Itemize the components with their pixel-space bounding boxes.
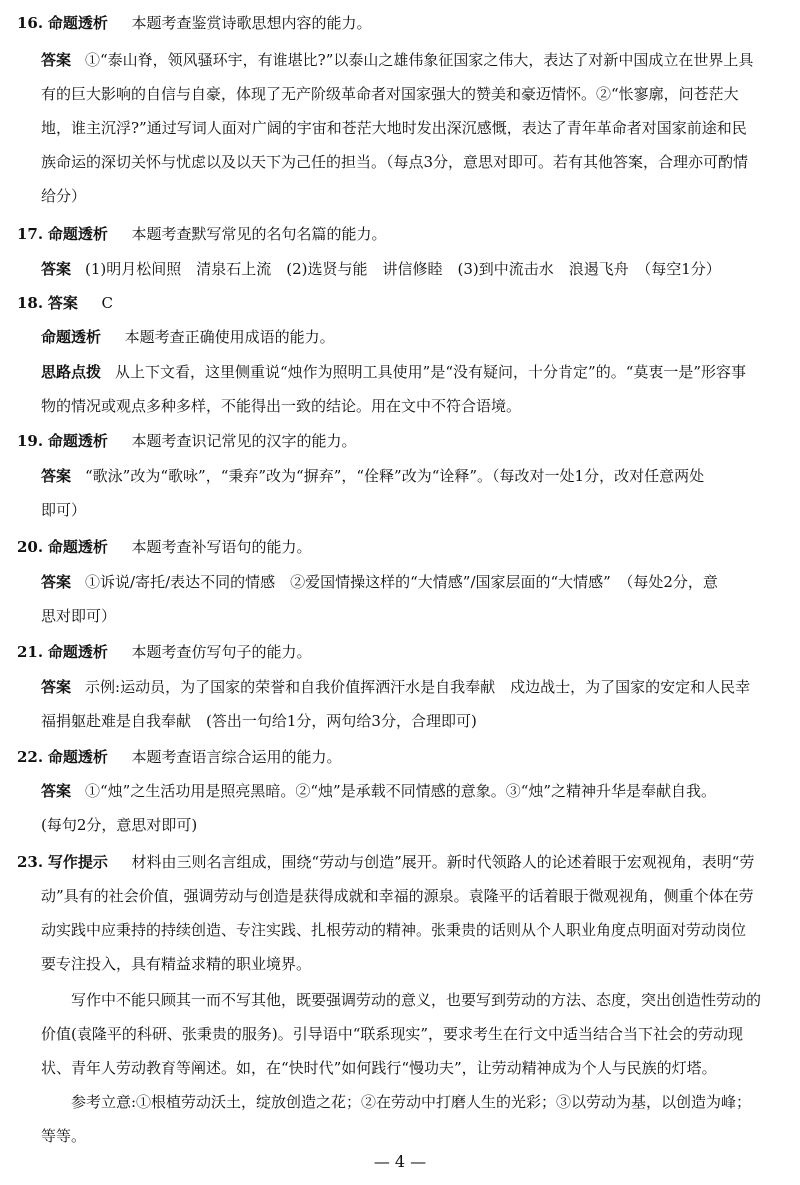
q18-analysis [41,327,800,347]
question-number: 23. [17,853,44,871]
writing-line: 写作中不能只顾其一而不写其他，既要强调劳动的意义，也要写到劳动的方法、态度，突出创造性劳动的 [71,991,762,1009]
section-description: 本题考查正确使用成语的能力。 [124,328,335,346]
answer-line [41,50,800,70]
answer-line: 有的巨大影响的自信与自豪，体现了无产阶级革命者对国家强大的赞美和豪迈情怀。②“怅寥廓，问苍茫大 [41,85,739,103]
question-number: 21. [17,643,44,661]
answer-line: (每句2分，意思对即可) [41,816,198,834]
answer-line [41,259,800,279]
section-label: 命题透析 [47,14,108,32]
answer-line [41,781,800,801]
q18-answer [17,293,800,313]
hint-text: 从上下文看，这里侧重说“烛作为照明工具使用”是“没有疑问，十分肯定”的。“莫衷一是”形容事 [115,363,747,381]
q22-header [17,747,800,767]
answer-line: 地，谁主沉浮?”通过写词人面对广阔的宇宙和苍茫大地时发出深沉感慨，表达了青年革命者对国家前途和民 [41,119,747,137]
answer-text: C [101,294,113,312]
q19-header [17,431,800,451]
answer-line: 给分） [41,187,87,205]
writing-line: 状、青年人劳动教育等阐述。如，在“快时代”如何践行“慢功夫”，让劳动精神成为个人与民族的灯塔。 [41,1059,717,1077]
section-description: 本题考查默写常见的名句名篇的能力。 [131,225,387,243]
hint-label: 思路点拨 [41,363,102,381]
writing-line: 要专注投入，具有精益求精的职业境界。 [41,955,312,973]
answer-label: 答案 [41,782,72,800]
section-description: 本题考查鉴赏诗歌思想内容的能力。 [131,14,372,32]
answer-line [41,677,800,697]
section-label: 命题透析 [47,225,108,243]
section-description: 本题考查补写语句的能力。 [131,538,312,556]
question-number: 16. [17,14,44,32]
answer-line: 即可） [41,501,87,519]
writing-line: 参考立意:①根植劳动沃土，绽放创造之花；②在劳动中打磨人生的光彩；③以劳动为基，以创造为峰； [71,1093,752,1111]
question-number: 19. [17,432,44,450]
answer-text: (1)明月松间照 清泉石上流 (2)选贤与能 讲信修睦 (3)到中流击水 浪遏飞舟 （每空1分） [85,260,721,278]
section-label: 命题透析 [47,538,108,556]
answer-label: 答案 [41,260,72,278]
answer-label: 答案 [41,467,72,485]
answer-label: 答案 [41,573,72,591]
answer-text: 示例:运动员，为了国家的荣誉和自我价值挥洒汗水是自我奉献 戍边战士，为了国家的安定和人民幸 [85,678,751,696]
writing-line: 等等。 [41,1127,87,1145]
question-number: 17. [17,225,44,243]
question-number: 20. [17,538,44,556]
page-number: — 4 — [373,1152,427,1171]
section-label: 命题透析 [47,432,108,450]
answer-text: ①“泰山脊，领风骚环宇，有谁堪比?”以泰山之雄伟象征国家之伟大，表达了对新中国成立在世界上具 [85,51,754,69]
answer-line: 族命运的深切关怀与忧虑以及以天下为己任的担当。（每点3分，意思对即可。若有其他答案，合理亦可酌情 [41,153,749,171]
writing-line: 动”具有的社会价值，强调劳动与创造是获得成就和幸福的源泉。袁隆平的话着眼于微观视角，侧重个体在劳 [41,887,754,905]
answer-line [41,572,800,592]
q16-header [17,13,800,33]
writing-line: 动实践中应秉持的持续创造、专注实践、扎根劳动的精神。张秉贵的话则从个人职业角度点明面对劳动岗位 [41,921,747,939]
section-label: 命题透析 [47,748,108,766]
writing-line: 价值(袁隆平的科研、张秉贵的服务)。引导语中“联系现实”，要求考生在行文中适当结合当下社会的劳动现 [41,1025,744,1043]
answer-text: ①诉说/寄托/表达不同的情感 ②爱国情操这样的“大情感”/国家层面的“大情感” （每处2分，意 [85,573,718,591]
section-label: 命题透析 [47,643,108,661]
answer-label: 答案 [41,51,72,69]
question-number: 22. [17,748,44,766]
section-description: 本题考查识记常见的汉字的能力。 [131,432,357,450]
hint-line: 物的情况或观点多种多样，不能得出一致的结论。用在文中不符合语境。 [41,397,522,415]
answer-text: ①“烛”之生活功用是照亮黑暗。②“烛”是承载不同情感的意象。③“烛”之精神升华是奉献自我。 [85,782,717,800]
section-description: 本题考查语言综合运用的能力。 [131,748,342,766]
answer-label: 答案 [41,678,72,696]
section-label: 写作提示 [47,853,108,871]
answer-text: “歌泳”改为“歌咏”，“秉弃”改为“摒弃”，“佺释”改为“诠释”。（每改对一处1分，改对任意两处 [85,467,705,485]
answer-line: 福捐躯赴难是自我奉献 (答出一句给1分，两句给3分，合理即可) [41,712,477,730]
answer-line [41,466,800,486]
writing-text: 材料由三则名言组成，围绕“劳动与创造”展开。新时代领路人的论述着眼于宏观视角，表明“劳 [131,853,755,871]
section-description: 本题考查仿写句子的能力。 [131,643,312,661]
section-label: 命题透析 [41,328,102,346]
answer-label: 答案 [47,294,78,312]
q20-header [17,537,800,557]
question-number: 18. [17,294,44,312]
q17-header [17,224,800,244]
answer-line: 思对即可） [41,607,117,625]
hint-line [41,362,800,382]
q23-header [17,852,800,872]
q21-header [17,642,800,662]
